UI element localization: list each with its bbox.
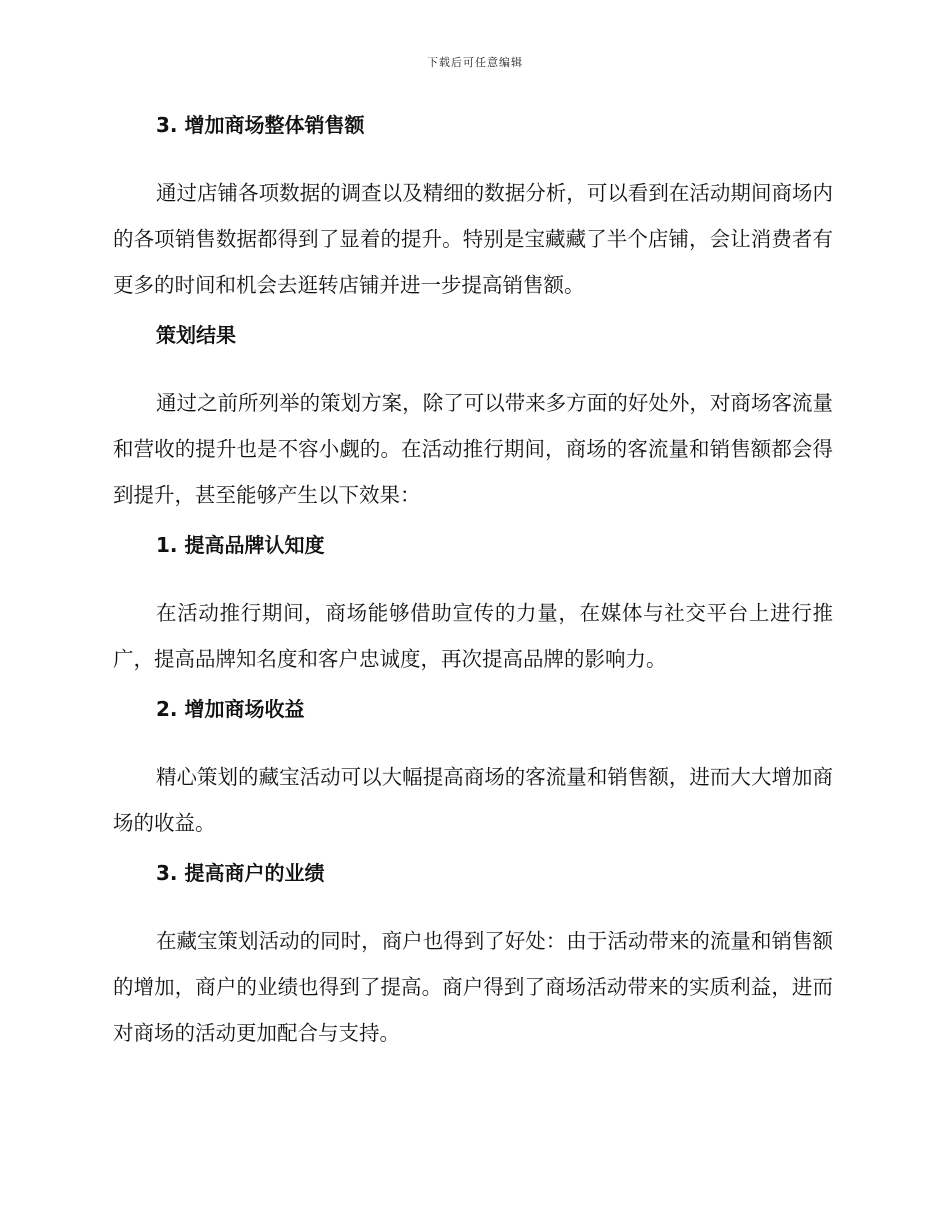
section-heading: 1. 提高品牌认知度: [156, 533, 325, 557]
section-sales: [113, 110, 833, 320]
section-brand-awareness: [113, 530, 833, 694]
section-paragraph: 通过之前所列举的策划方案，除了可以带来多方面的好处外，对商场客流量和营收的提升也是不容小觑的。在活动推行期间，商场的客流量和销售额都会得到提升，甚至能够产生以下效果：: [113, 391, 833, 507]
document-body: [113, 110, 833, 1056]
section-merchant-performance: [113, 858, 833, 1056]
section-heading: 3. 提高商户的业绩: [156, 861, 325, 885]
header-note: 下载后可任意编辑: [427, 56, 523, 69]
section-paragraph: 在藏宝策划活动的同时，商户也得到了好处：由于活动带来的流量和销售额的增加，商户的业绩也得到了提高。商户得到了商场活动带来的实质利益，进而对商场的活动更加配合与支持。: [113, 929, 833, 1045]
section-heading: 3. 增加商场整体销售额: [156, 113, 365, 137]
section-paragraph: 通过店铺各项数据的调查以及精细的数据分析，可以看到在活动期间商场内的各项销售数据都得到了显着的提升。特别是宝藏藏了半个店铺，会让消费者有更多的时间和机会去逛转店铺并进一步提高销售额。: [113, 181, 833, 297]
section-paragraph: 精心策划的藏宝活动可以大幅提高商场的客流量和销售额，进而大大增加商场的收益。: [113, 765, 833, 835]
section-paragraph: 在活动推行期间，商场能够借助宣传的力量，在媒体与社交平台上进行推广，提高品牌知名度和客户忠诚度，再次提高品牌的影响力。: [113, 601, 833, 671]
section-heading: 2. 增加商场收益: [156, 697, 305, 721]
section-results: [113, 320, 833, 530]
section-revenue: [113, 694, 833, 858]
section-heading: 策划结果: [156, 323, 236, 347]
